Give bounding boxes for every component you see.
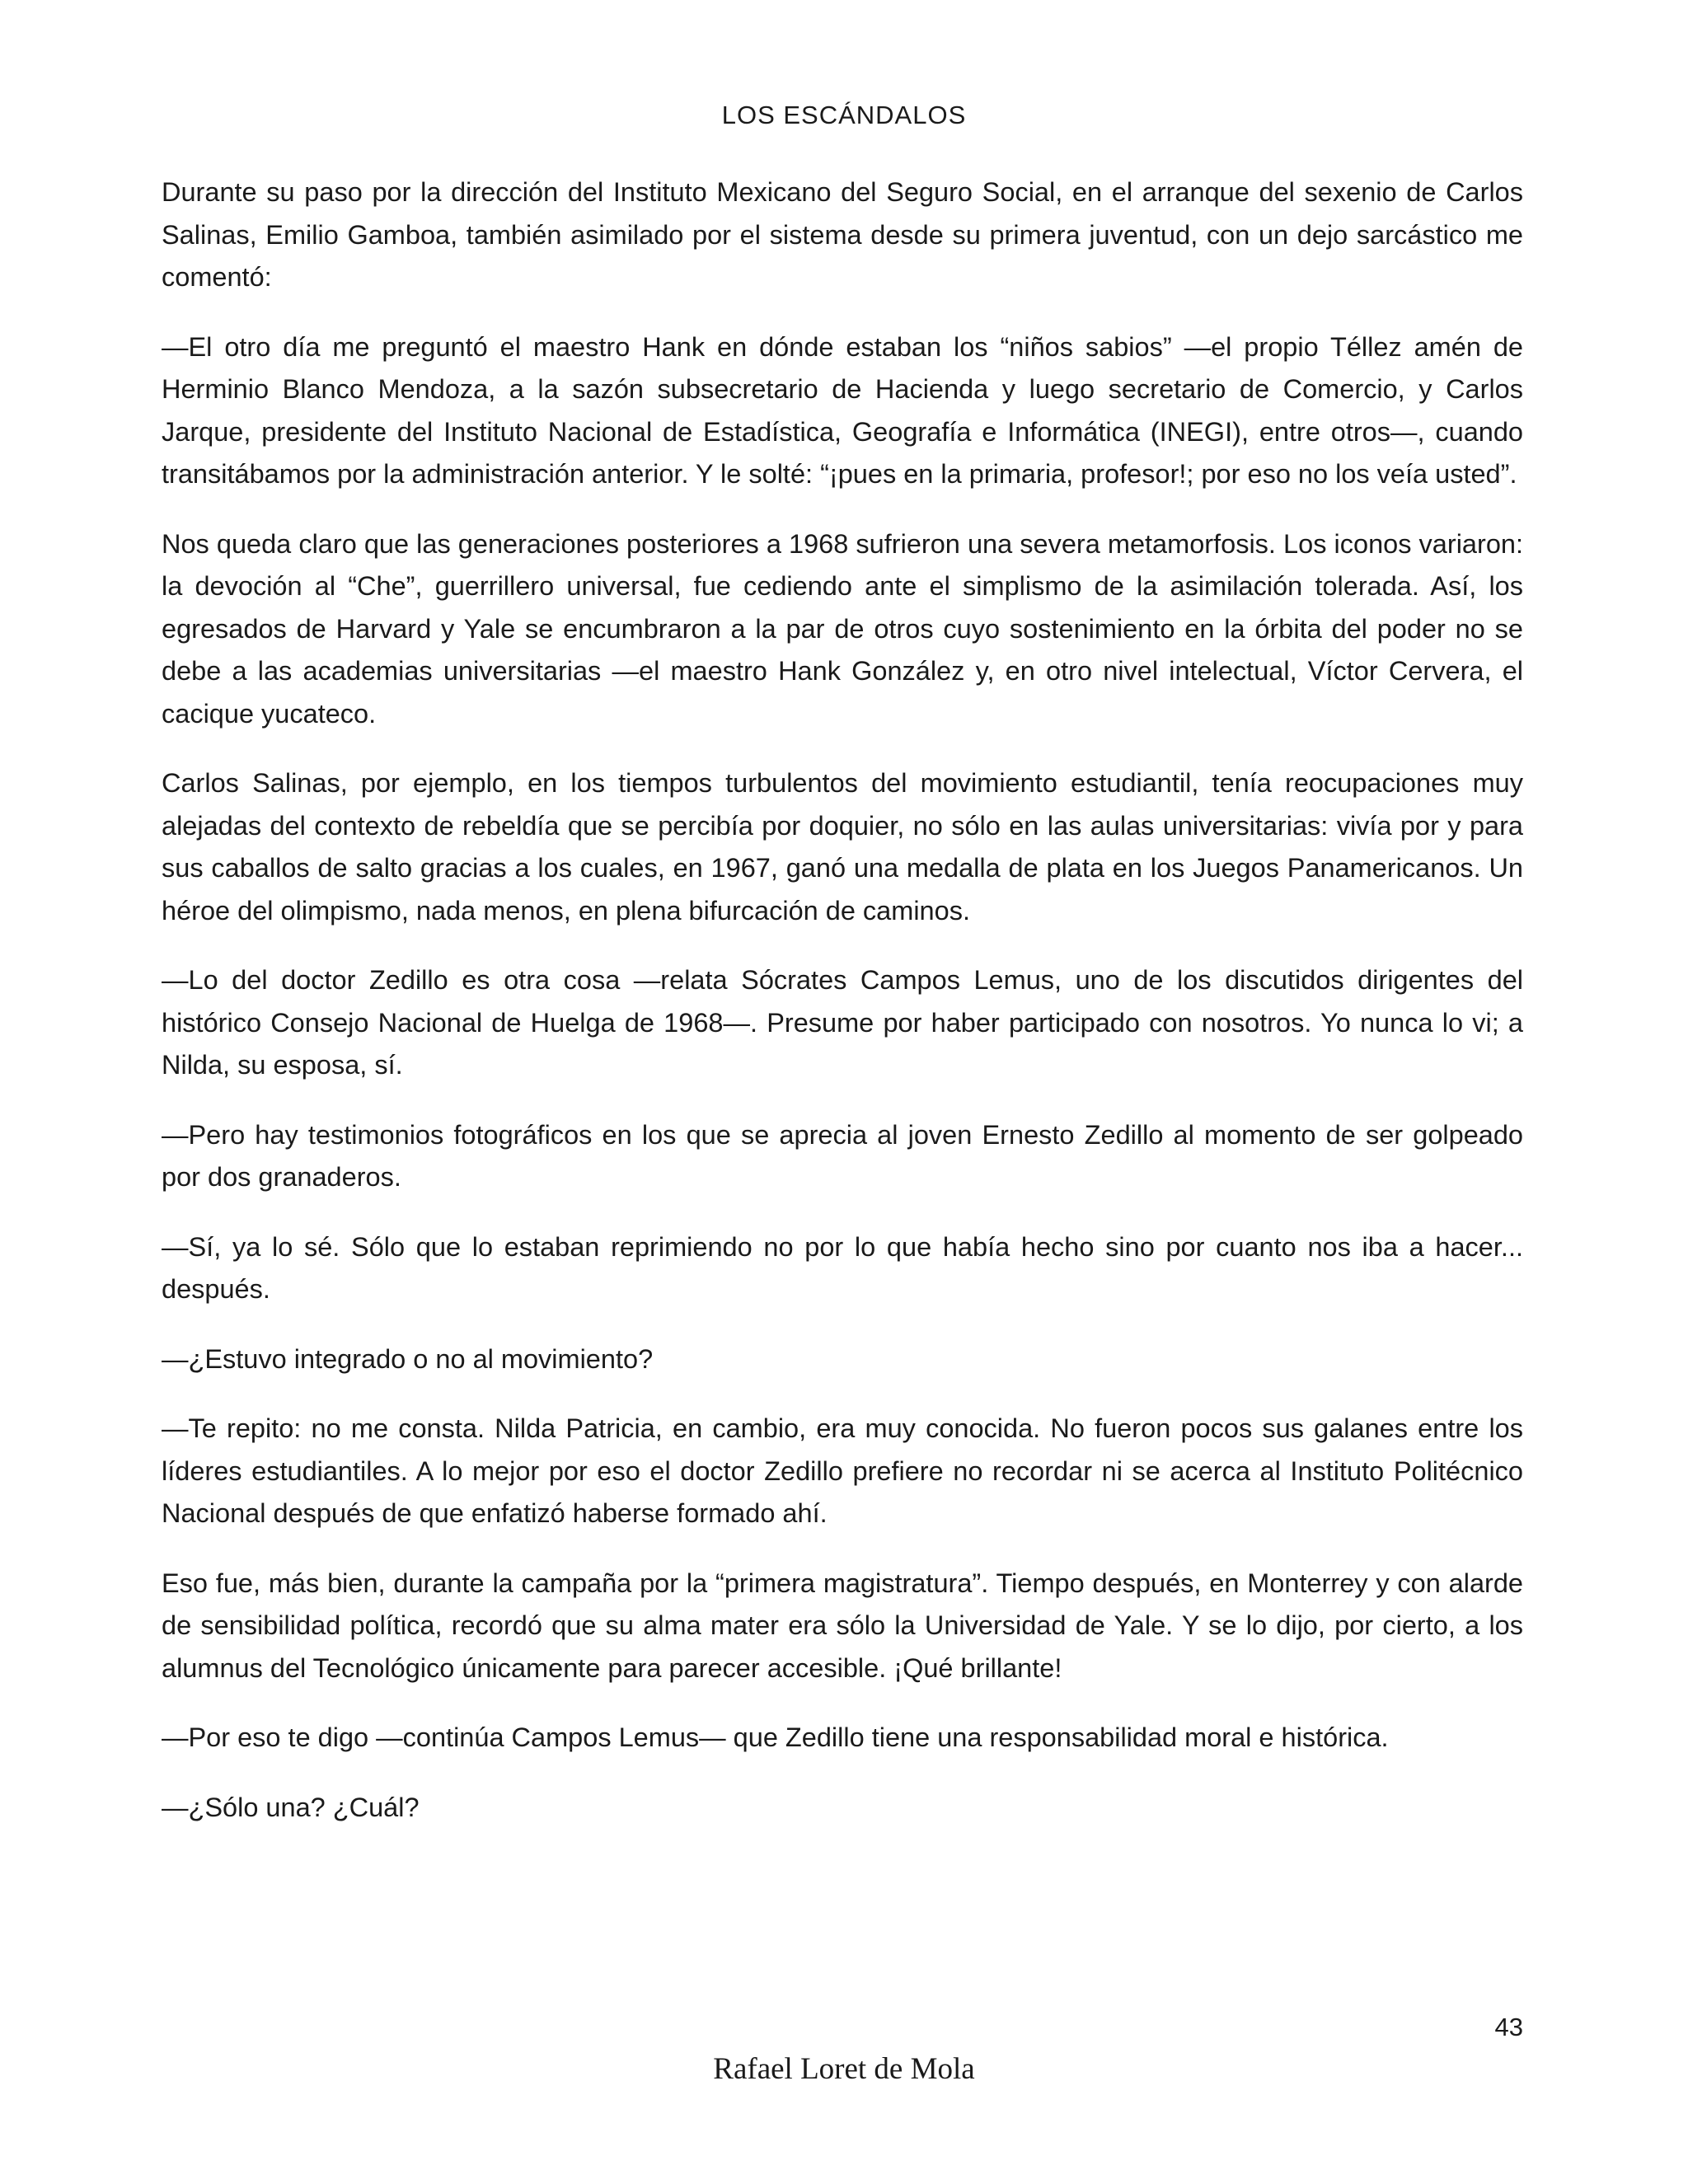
page-number: 43 — [1494, 2013, 1523, 2041]
paragraph: Nos queda claro que las generaciones posteriores a 1968 sufrieron una severa metamorfosis. Los iconos variaron: la devoción al “Che”, guerrillero universal, fue cediendo ante el simplismo de la asimilación tolerada. Así, los egresados de Harvard y Yale se encumbraron a la par de otros cuyo sostenimiento en la órbita del poder no se debe a las academias universitarias —el maestro Hank González y, en otro nivel intelectual, Víctor Cervera, el cacique yucateco. — [162, 528, 1523, 729]
paragraph: —Te repito: no me consta. Nilda Patricia, en cambio, era muy conocida. No fueron pocos sus galanes entre los líderes estudiantiles. A lo mejor por eso el doctor Zedillo prefiere no recordar ni se acerca al Instituto Politécnico Nacional después de que enfatizó haberse formado ahí. — [162, 1413, 1523, 1528]
paragraph: —¿Estuvo integrado o no al movimiento? — [162, 1343, 654, 1374]
paragraph: Durante su paso por la dirección del Instituto Mexicano del Seguro Social, en el arranque del sexenio de Carlos Salinas, Emilio Gamboa, también asimilado por el sistema desde su primera juventud, con un dejo sarcástico me comentó: — [162, 177, 1523, 292]
paragraph: —¿Sólo una? ¿Cuál? — [162, 1792, 420, 1822]
paragraph: —Lo del doctor Zedillo es otra cosa —relata Sócrates Campos Lemus, uno de los discutidos dirigentes del histórico Consejo Nacional de Huelga de 1968—. Presume por haber participado con nosotros. Yo nunca lo vi; a Nilda, su esposa, sí. — [162, 965, 1523, 1080]
paragraph: —El otro día me preguntó el maestro Hank en dónde estaban los “niños sabios” —el propio Téllez amén de Herminio Blanco Mendoza, a la sazón subsecretario de Hacienda y luego secretario de Comercio, y Carlos Jarque, presidente del Instituto Nacional de Estadística, Geografía e Informática (INEGI), entre otros—, cuando transitábamos por la administración anterior. Y le solté: “¡pues en la primaria, profesor!; por eso no los veía usted”. — [162, 331, 1523, 489]
running-header: LOS ESCÁNDALOS — [721, 101, 967, 129]
paragraph: —Sí, ya lo sé. Sólo que lo estaban reprimiendo no por lo que había hecho sino por cuanto nos iba a hacer... después. — [162, 1231, 1523, 1304]
body-text — [162, 171, 1523, 1856]
footer-author: Rafael Loret de Mola — [713, 2052, 975, 2086]
paragraph: Eso fue, más bien, durante la campaña por la “primera magistratura”. Tiempo después, en Monterrey y con alarde de sensibilidad política, recordó que su alma mater era sólo la Universidad de Yale. Y se lo dijo, por cierto, a los alumnus del Tecnológico únicamente para parecer accesible. ¡Qué brillante! — [162, 1568, 1523, 1683]
paragraph: —Pero hay testimonios fotográficos en los que se aprecia al joven Ernesto Zedillo al momento de ser golpeado por dos granaderos. — [162, 1119, 1523, 1192]
paragraph: Carlos Salinas, por ejemplo, en los tiempos turbulentos del movimiento estudiantil, tenía reocupaciones muy alejadas del contexto de rebeldía que se percibía por doquier, no sólo en las aulas universitarias: vivía por y para sus caballos de salto gracias a los cuales, en 1967, ganó una medalla de plata en los Juegos Panamericanos. Un héroe del olimpismo, nada menos, en plena bifurcación de caminos. — [162, 768, 1523, 926]
paragraph: —Por eso te digo —continúa Campos Lemus— que Zedillo tiene una responsabilidad moral e histórica. — [162, 1722, 1389, 1752]
